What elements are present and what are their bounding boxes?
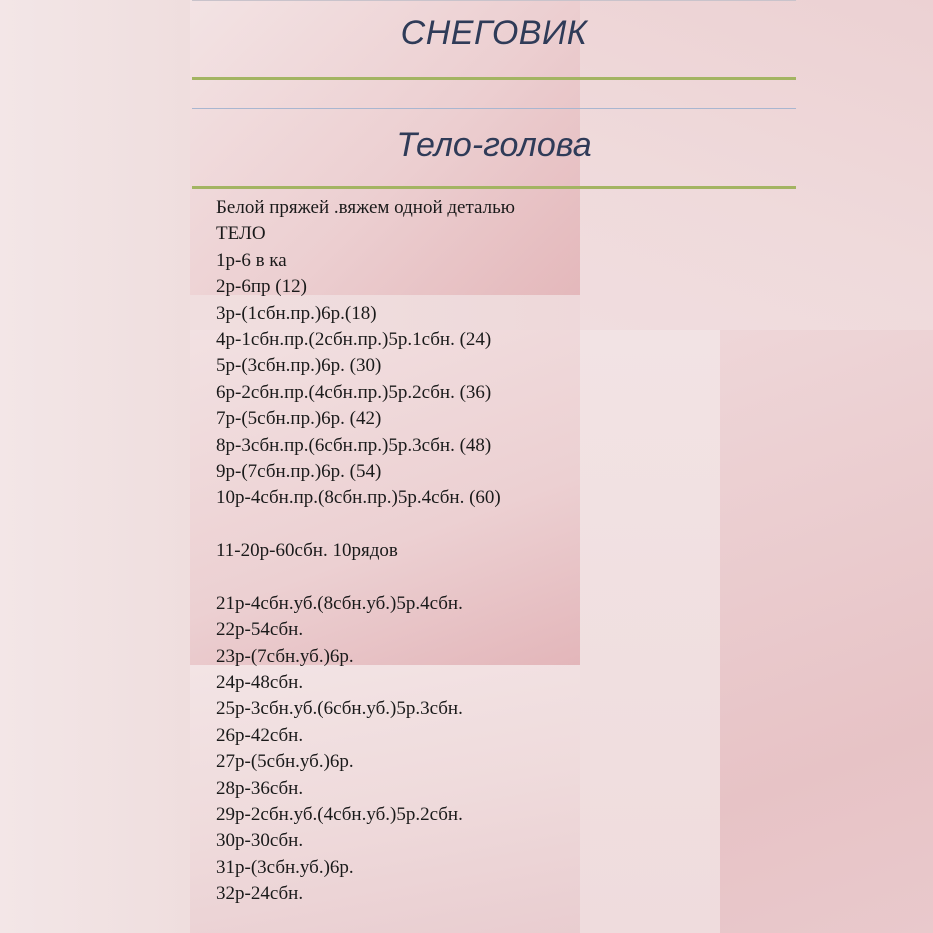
title-underline [192, 77, 796, 80]
pattern-row: 1р-6 в ка [216, 249, 287, 271]
pattern-text [216, 195, 776, 908]
spacer [216, 512, 776, 538]
pattern-row: 10р-4сбн.пр.(8сбн.пр.)5р.4сбн. (60) [216, 487, 501, 509]
part-label: ТЕЛО [216, 223, 266, 245]
pattern-row: 8р-3сбн.пр.(6сбн.пр.)5р.3сбн. (48) [216, 434, 492, 456]
pattern-row: 30р-30сбн. [216, 830, 304, 852]
section-divider [192, 108, 796, 109]
pattern-row: 32р-24сбн. [216, 883, 304, 905]
pattern-row: 3р-(1сбн.пр.)6р.(18) [216, 302, 377, 324]
pattern-row: 22р-54сбн. [216, 619, 304, 641]
pattern-row: 25р-3сбн.уб.(6сбн.уб.)5р.3сбн. [216, 698, 463, 720]
background-panel-left [0, 0, 190, 933]
spacer [216, 564, 776, 590]
pattern-row: 26р-42сбн. [216, 724, 304, 746]
pattern-row: 11-20р-60сбн. 10рядов [216, 540, 398, 562]
rows-increase-list [216, 248, 776, 512]
rows-straight-list [216, 538, 776, 564]
pattern-row: 6р-2сбн.пр.(4сбн.пр.)5р.2сбн. (36) [216, 381, 492, 403]
pattern-row: 24р-48сбн. [216, 672, 304, 694]
pattern-row: 29р-2сбн.уб.(4сбн.уб.)5р.2сбн. [216, 803, 463, 825]
pattern-row: 23р-(7сбн.уб.)6р. [216, 645, 354, 667]
section-title: Тело-голова [396, 126, 592, 164]
pattern-row: 9р-(7сбн.пр.)6р. (54) [216, 460, 382, 482]
pattern-row: 31р-(3сбн.уб.)6р. [216, 856, 354, 878]
pattern-row: 28р-36сбн. [216, 777, 304, 799]
section-underline [192, 186, 796, 189]
pattern-row: 7р-(5сбн.пр.)6р. (42) [216, 408, 382, 430]
pattern-row: 21р-4сбн.уб.(8сбн.уб.)5р.4сбн. [216, 592, 463, 614]
rows-decrease-list [216, 591, 776, 908]
page-title: СНЕГОВИК [400, 14, 588, 52]
top-divider [192, 0, 796, 1]
pattern-row: 5р-(3сбн.пр.)6р. (30) [216, 355, 382, 377]
pattern-row: 27р-(5сбн.уб.)6р. [216, 751, 354, 773]
intro-text: Белой пряжей .вяжем одной деталью [216, 197, 515, 218]
pattern-row: 4р-1сбн.пр.(2сбн.пр.)5р.1сбн. (24) [216, 328, 492, 350]
pattern-row: 2р-6пр (12) [216, 276, 307, 298]
